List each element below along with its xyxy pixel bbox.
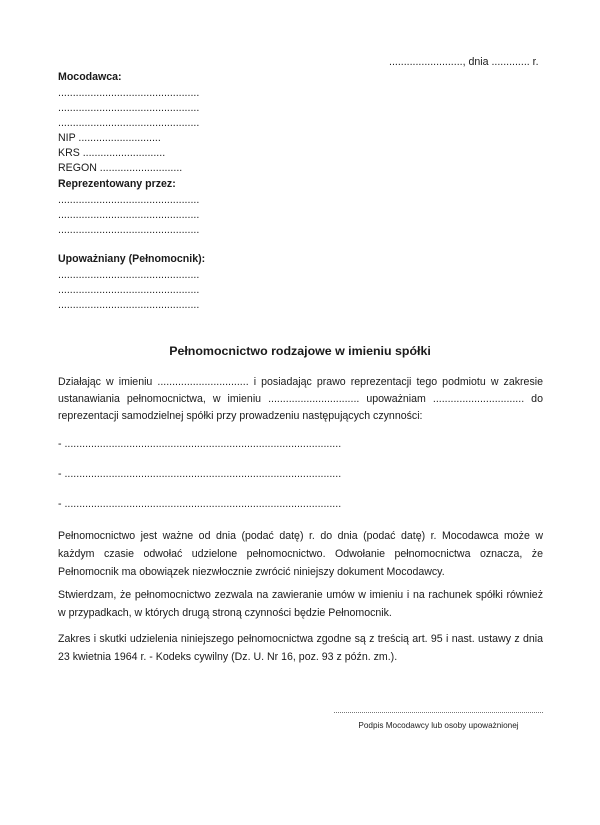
intro-blank: ............................... <box>157 376 249 388</box>
intro-blank: ............................... <box>432 393 525 405</box>
activity-line-1: - .............................................................................................. <box>58 438 342 450</box>
represented-by-label: Reprezentowany przez: <box>58 178 176 190</box>
intro-word: w <box>490 376 499 388</box>
krs-field: KRS ............................ <box>58 147 166 159</box>
activity-line-3: - .............................................................................................. <box>58 498 342 510</box>
attorney-line-2: ................................................ <box>58 284 200 296</box>
intro-word: posiadając <box>261 376 312 388</box>
attorney-line-3: ................................................ <box>58 299 200 311</box>
place-date-line: ........................., dnia ............. r. <box>389 56 539 68</box>
intro-word: pełnomocnictwa, <box>126 393 206 405</box>
activity-line-2: - .............................................................................................. <box>58 468 342 480</box>
intro-word: w <box>212 393 221 405</box>
regon-field: REGON ............................ <box>58 162 183 174</box>
intro-word: imieniu <box>227 393 262 405</box>
intro-word: reprezentacji <box>350 376 412 388</box>
nip-field: NIP ............................ <box>58 132 161 144</box>
intro-word: tego <box>416 376 438 388</box>
intro-line-2 <box>58 392 543 407</box>
statement-paragraph: Stwierdzam, że pełnomocnictwo zezwala na zawieranie umów w imieniu i na rachunek spółki również w przypadkach, w których drugą stroną czynności będzie Pełnomocnik. <box>58 589 543 619</box>
intro-blank: ............................... <box>268 393 360 405</box>
intro-word: imieniu <box>118 376 153 388</box>
represented-line-2: ................................................ <box>58 209 200 221</box>
signature-line <box>334 712 543 713</box>
represented-line-1: ................................................ <box>58 194 200 206</box>
intro-word: ustanawiania <box>58 393 120 405</box>
principal-line-3: ................................................ <box>58 117 200 129</box>
document-title: Pełnomocnictwo rodzajowe w imieniu spółki <box>169 344 431 358</box>
validity-paragraph: Pełnomocnictwo jest ważne od dnia (podać datę) r. do dnia (podać datę) r. Mocodawca może w każdym czasie odwołać udzielone pełnomocnictwo. Odwołanie pełnomocnictwa oznacza, że Pełnomocnik ma obowiązek niezwłocznie zwrócić niniejszy dokument Mocodawcy. <box>58 530 543 578</box>
principal-line-1: ................................................ <box>58 87 200 99</box>
intro-word: upoważniam <box>366 393 426 405</box>
intro-word: prawo <box>316 376 346 388</box>
intro-word: do <box>531 393 543 405</box>
represented-line-3: ................................................ <box>58 224 200 236</box>
intro-line-1 <box>58 375 543 390</box>
attorney-label: Upoważniany (Pełnomocnik): <box>58 253 206 265</box>
intro-word: w <box>106 376 114 388</box>
intro-line-3: reprezentacji samodzielnej spółki przy prowadzeniu następujących czynności: <box>58 410 423 422</box>
intro-word: zakresie <box>503 376 543 388</box>
signature-caption: Podpis Mocodawcy lub osoby upoważnionej <box>358 721 519 730</box>
intro-word: i <box>253 376 257 388</box>
intro-word: Działając <box>58 376 101 388</box>
intro-word: podmiotu <box>442 376 486 388</box>
scope-paragraph: Zakres i skutki udzielenia niniejszego pełnomocnictwa zgodne są z treścią art. 95 i nast. ustawy z dnia 23 kwietnia 1964 r. - Kodeks cywilny (Dz. U. Nr 16, poz. 93 z późn. zm.). <box>58 633 543 663</box>
principal-label: Mocodawca: <box>58 71 122 83</box>
attorney-line-1: ................................................ <box>58 269 200 281</box>
principal-line-2: ................................................ <box>58 102 200 114</box>
